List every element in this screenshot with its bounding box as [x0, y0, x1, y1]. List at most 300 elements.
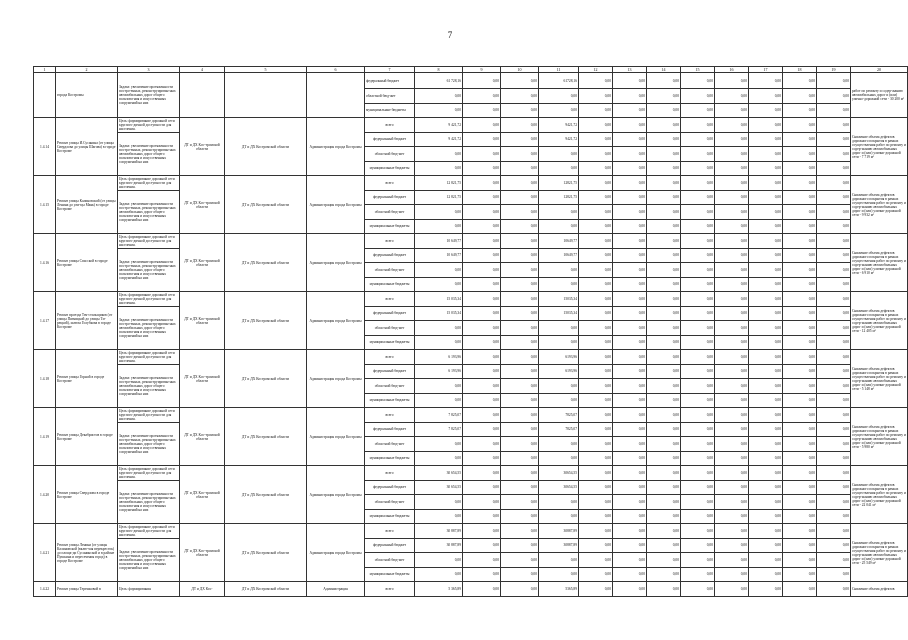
- zero-cell: 0,00: [749, 582, 783, 597]
- zero-cell: 0,00: [463, 408, 501, 423]
- zero-cell: 0,00: [715, 277, 749, 292]
- zero-cell: 0,00: [783, 437, 817, 452]
- zero-cell: 0,00: [501, 161, 539, 176]
- zero-cell: 0,00: [501, 103, 539, 118]
- zero-cell: 0,00: [501, 379, 539, 394]
- zero-cell: 0,00: [579, 219, 613, 234]
- zero-cell: 0,00: [817, 567, 851, 582]
- zero-cell: 0,00: [817, 306, 851, 321]
- recipient: Администрация города Костромы: [307, 176, 365, 234]
- zero-cell: 0,00: [749, 248, 783, 263]
- zero-cell: 0,00: [817, 292, 851, 307]
- item-task: Задача: увеличение протяженности постро-енных, реконструирован-ных автомобильных дорог общего пользова-ния и искусственных сооружений на них: [118, 538, 180, 582]
- recipient: Администрация города Костромы: [307, 292, 365, 350]
- item-number: 1.4.19: [34, 408, 56, 466]
- zero-cell: 0,00: [783, 480, 817, 495]
- zero-cell: 0,00: [681, 321, 715, 336]
- item-name: Ремонт улицы И.Сусанина (от улицы Свердлова до улицы Шагова) в городе Костроме: [56, 118, 118, 176]
- zero-cell: 0,00: [463, 73, 501, 89]
- federal-amount: 9421,72: [539, 132, 579, 147]
- zero-cell: 0,00: [749, 538, 783, 553]
- zero-cell: 0,00: [539, 567, 579, 582]
- zero-cell: 0,00: [647, 408, 681, 423]
- column-number: 5: [225, 67, 307, 73]
- funding-source: всего: [365, 118, 415, 133]
- zero-cell: 0,00: [415, 509, 463, 524]
- zero-cell: 0,00: [647, 89, 681, 104]
- zero-cell: 0,00: [415, 219, 463, 234]
- zero-cell: 0,00: [613, 306, 647, 321]
- item-name: Ремонт улицы Спасской в городе Костроме: [56, 234, 118, 292]
- zero-cell: 0,00: [783, 364, 817, 379]
- zero-cell: 0,00: [647, 437, 681, 452]
- funding-source: муниципальные бюджеты: [365, 219, 415, 234]
- zero-cell: 0,00: [539, 321, 579, 336]
- funding-source: муниципальные бюджеты: [365, 161, 415, 176]
- zero-cell: 0,00: [715, 190, 749, 205]
- item-name: Ремонт улицы Свердлова в городе Костроме: [56, 466, 118, 524]
- zero-cell: 0,00: [613, 538, 647, 553]
- zero-cell: 0,00: [539, 393, 579, 408]
- executor: ДТ и ДХ Кос-: [180, 582, 225, 597]
- zero-cell: 0,00: [579, 451, 613, 466]
- table-row: [34, 350, 908, 365]
- zero-cell: 0,00: [681, 277, 715, 292]
- zero-cell: 0,00: [749, 567, 783, 582]
- zero-cell: 0,00: [579, 364, 613, 379]
- zero-cell: 0,00: [613, 73, 647, 89]
- zero-cell: 0,00: [783, 582, 817, 597]
- zero-cell: 0,00: [501, 321, 539, 336]
- zero-cell: 0,00: [817, 466, 851, 481]
- zero-cell: 0,00: [715, 393, 749, 408]
- column-number: 10: [501, 67, 539, 73]
- zero-cell: 0,00: [613, 176, 647, 191]
- budget-table: [33, 66, 908, 597]
- zero-cell: 0,00: [715, 118, 749, 133]
- zero-cell: 0,00: [613, 408, 647, 423]
- zero-cell: 0,00: [681, 408, 715, 423]
- executor: ДТ и ДХ Кос-тромской области: [180, 524, 225, 582]
- zero-cell: 0,00: [681, 379, 715, 394]
- zero-cell: 0,00: [415, 205, 463, 220]
- zero-cell: 0,00: [415, 89, 463, 104]
- zero-cell: 0,00: [817, 132, 851, 147]
- total-amount: 6 193,96: [415, 350, 463, 365]
- department: ДТ и ДХ Костромской области: [225, 524, 307, 582]
- total-amount: 61 728,16: [415, 73, 463, 89]
- zero-cell: 0,00: [463, 147, 501, 162]
- funding-source: областной бюд-жет: [365, 321, 415, 336]
- federal-amount: 10649,77: [539, 234, 579, 249]
- zero-cell: 0,00: [783, 176, 817, 191]
- federal-amount: 7825,07: [539, 408, 579, 423]
- zero-cell: 0,00: [501, 582, 539, 597]
- zero-cell: 0,00: [415, 553, 463, 568]
- zero-cell: 0,00: [783, 379, 817, 394]
- zero-cell: 0,00: [749, 422, 783, 437]
- zero-cell: 0,00: [817, 451, 851, 466]
- zero-cell: 0,00: [817, 437, 851, 452]
- column-number: 13: [613, 67, 647, 73]
- zero-cell: 0,00: [749, 451, 783, 466]
- zero-cell: 0,00: [613, 582, 647, 597]
- zero-cell: 0,00: [715, 103, 749, 118]
- zero-cell: 0,00: [463, 466, 501, 481]
- zero-cell: 0,00: [463, 219, 501, 234]
- zero-cell: 0,00: [579, 89, 613, 104]
- zero-cell: 0,00: [539, 451, 579, 466]
- zero-cell: 0,00: [415, 161, 463, 176]
- total-amount: 9 421,72: [415, 118, 463, 133]
- zero-cell: 0,00: [817, 277, 851, 292]
- table-row: [34, 524, 908, 539]
- funding-source: всего: [365, 292, 415, 307]
- zero-cell: 0,00: [647, 161, 681, 176]
- funding-source: всего: [365, 582, 415, 597]
- table-row: [34, 422, 908, 437]
- item-number: 1.4.15: [34, 176, 56, 234]
- zero-cell: 0,00: [817, 118, 851, 133]
- zero-cell: 0,00: [613, 567, 647, 582]
- zero-cell: 0,00: [647, 118, 681, 133]
- zero-cell: 0,00: [749, 277, 783, 292]
- federal-amount: 6193,96: [539, 350, 579, 365]
- zero-cell: 0,00: [647, 553, 681, 568]
- zero-cell: 0,00: [463, 422, 501, 437]
- total-amount: 30 887,89: [415, 524, 463, 539]
- total-amount: 30 654,55: [415, 480, 463, 495]
- zero-cell: 0,00: [579, 422, 613, 437]
- zero-cell: 0,00: [463, 292, 501, 307]
- zero-cell: 0,00: [463, 263, 501, 278]
- zero-cell: 0,00: [501, 234, 539, 249]
- zero-cell: 0,00: [681, 73, 715, 89]
- zero-cell: 0,00: [647, 248, 681, 263]
- result-note: Снижение объема дефектов: [851, 582, 908, 597]
- zero-cell: 0,00: [647, 292, 681, 307]
- federal-amount: 6193,96: [539, 364, 579, 379]
- item-name: Ремонт улицы Ленина (от улицы Калиновской (вклю-чая перекресток) до площа-ди Сусанинской и в районе Пушкина и пересечения город) в городе Костроме: [56, 524, 118, 582]
- zero-cell: 0,00: [539, 335, 579, 350]
- zero-cell: 0,00: [783, 161, 817, 176]
- zero-cell: 0,00: [681, 292, 715, 307]
- total-amount: 12 821,75: [415, 190, 463, 205]
- zero-cell: 0,00: [613, 205, 647, 220]
- zero-cell: 0,00: [647, 205, 681, 220]
- zero-cell: 0,00: [647, 132, 681, 147]
- zero-cell: 0,00: [463, 538, 501, 553]
- zero-cell: 0,00: [715, 219, 749, 234]
- zero-cell: 0,00: [749, 524, 783, 539]
- zero-cell: 0,00: [749, 132, 783, 147]
- department: ДТ и ДХ Костромской области: [225, 176, 307, 234]
- zero-cell: 0,00: [681, 205, 715, 220]
- zero-cell: 0,00: [647, 350, 681, 365]
- zero-cell: 0,00: [501, 350, 539, 365]
- item-task: Задача: увеличение протяженности постро-енных, реконструирован-ных автомобильных дорог общего пользова-ния и искусственных сооружений на них: [118, 480, 180, 524]
- zero-cell: 0,00: [613, 321, 647, 336]
- page-number: 7: [447, 30, 453, 40]
- zero-cell: 0,00: [783, 234, 817, 249]
- column-number: 11: [539, 67, 579, 73]
- federal-amount: 30654,55: [539, 466, 579, 481]
- zero-cell: 0,00: [749, 364, 783, 379]
- column-number: 2: [56, 67, 118, 73]
- zero-cell: 0,00: [579, 538, 613, 553]
- item-name: Ремонт улицы Декабристов в городе Костроме: [56, 408, 118, 466]
- zero-cell: 0,00: [817, 538, 851, 553]
- zero-cell: 0,00: [501, 538, 539, 553]
- zero-cell: 0,00: [579, 480, 613, 495]
- item-goal: Цель: формирование дорожной сети круглого-дичной доступности для населения.: [118, 408, 180, 423]
- zero-cell: 0,00: [579, 466, 613, 481]
- zero-cell: 0,00: [783, 190, 817, 205]
- federal-amount: 9421,72: [539, 118, 579, 133]
- zero-cell: 0,00: [681, 393, 715, 408]
- zero-cell: 0,00: [647, 480, 681, 495]
- recipient: Администрация города Костромы: [307, 118, 365, 176]
- zero-cell: 0,00: [749, 408, 783, 423]
- zero-cell: 0,00: [463, 364, 501, 379]
- zero-cell: 0,00: [783, 132, 817, 147]
- zero-cell: 0,00: [681, 234, 715, 249]
- zero-cell: 0,00: [817, 422, 851, 437]
- column-number: 14: [647, 67, 681, 73]
- zero-cell: 0,00: [783, 118, 817, 133]
- zero-cell: 0,00: [579, 161, 613, 176]
- zero-cell: 0,00: [647, 466, 681, 481]
- zero-cell: 0,00: [501, 89, 539, 104]
- department: [225, 73, 307, 118]
- zero-cell: 0,00: [681, 248, 715, 263]
- federal-amount: 12821,75: [539, 190, 579, 205]
- zero-cell: 0,00: [463, 509, 501, 524]
- table-row: [34, 480, 908, 495]
- department: ДТ и ДХ Костромской области: [225, 234, 307, 292]
- zero-cell: 0,00: [681, 480, 715, 495]
- zero-cell: 0,00: [783, 509, 817, 524]
- funding-source: областной бюд-жет: [365, 263, 415, 278]
- executor: ДТ и ДХ Кос-тромской области: [180, 408, 225, 466]
- item-goal: Цель: формирование дорожной сети круглого-дичной доступности для населения.: [118, 176, 180, 191]
- zero-cell: 0,00: [715, 466, 749, 481]
- zero-cell: 0,00: [817, 219, 851, 234]
- zero-cell: 0,00: [817, 379, 851, 394]
- zero-cell: 0,00: [415, 335, 463, 350]
- funding-source: всего: [365, 466, 415, 481]
- zero-cell: 0,00: [415, 437, 463, 452]
- funding-source: федеральный бюджет: [365, 538, 415, 553]
- zero-cell: 0,00: [681, 89, 715, 104]
- funding-source: областной бюд-жет: [365, 495, 415, 510]
- zero-cell: 0,00: [783, 73, 817, 89]
- zero-cell: 0,00: [501, 118, 539, 133]
- zero-cell: 0,00: [579, 103, 613, 118]
- zero-cell: 0,00: [715, 161, 749, 176]
- zero-cell: 0,00: [715, 379, 749, 394]
- funding-source: муниципальные бюджеты: [365, 277, 415, 292]
- zero-cell: 0,00: [579, 408, 613, 423]
- zero-cell: 0,00: [817, 234, 851, 249]
- zero-cell: 0,00: [749, 190, 783, 205]
- zero-cell: 0,00: [715, 422, 749, 437]
- zero-cell: 0,00: [783, 451, 817, 466]
- funding-source: муниципальные бюджеты: [365, 335, 415, 350]
- recipient: Администрация города Костромы: [307, 234, 365, 292]
- zero-cell: 0,00: [463, 89, 501, 104]
- executor: ДТ и ДХ Кос-тромской области: [180, 234, 225, 292]
- zero-cell: 0,00: [613, 480, 647, 495]
- item-number: 1.4.18: [34, 350, 56, 408]
- zero-cell: 0,00: [579, 132, 613, 147]
- item-task: Задача: увеличение протяженности постро-енных, реконструирован-ных автомобильных дорог общего пользова-ния и искусственных сооружений на них: [118, 306, 180, 350]
- zero-cell: 0,00: [817, 89, 851, 104]
- zero-cell: 0,00: [817, 364, 851, 379]
- zero-cell: 0,00: [749, 205, 783, 220]
- zero-cell: 0,00: [749, 393, 783, 408]
- table-row: [34, 408, 908, 423]
- department: ДТ и ДХ Костромской области: [225, 408, 307, 466]
- zero-cell: 0,00: [681, 553, 715, 568]
- zero-cell: 0,00: [613, 263, 647, 278]
- zero-cell: 0,00: [647, 422, 681, 437]
- zero-cell: 0,00: [647, 335, 681, 350]
- zero-cell: 0,00: [501, 263, 539, 278]
- zero-cell: 0,00: [783, 219, 817, 234]
- zero-cell: 0,00: [539, 437, 579, 452]
- zero-cell: 0,00: [749, 219, 783, 234]
- column-number: 6: [307, 67, 365, 73]
- zero-cell: 0,00: [681, 350, 715, 365]
- zero-cell: 0,00: [715, 437, 749, 452]
- zero-cell: 0,00: [783, 408, 817, 423]
- zero-cell: 0,00: [501, 277, 539, 292]
- zero-cell: 0,00: [715, 408, 749, 423]
- recipient: Администрация города Костромы: [307, 466, 365, 524]
- zero-cell: 0,00: [415, 451, 463, 466]
- zero-cell: 0,00: [539, 263, 579, 278]
- zero-cell: 0,00: [783, 466, 817, 481]
- budget-table-container: [33, 66, 906, 591]
- item-number: 1.4.16: [34, 234, 56, 292]
- zero-cell: 0,00: [817, 176, 851, 191]
- zero-cell: 0,00: [749, 89, 783, 104]
- federal-amount: 30654,55: [539, 480, 579, 495]
- zero-cell: 0,00: [579, 263, 613, 278]
- result-note: Снижение объема дефектов дорожного покрытия в рамках осуществления работ по ремонту и содер-жанию автомобильных дорог и (или) улично-дорожной сети - 5 148 м²: [851, 350, 908, 408]
- department: ДТ и ДХ Костромской области: [225, 466, 307, 524]
- zero-cell: 0,00: [681, 524, 715, 539]
- column-number: 19: [817, 67, 851, 73]
- zero-cell: 0,00: [463, 321, 501, 336]
- zero-cell: 0,00: [681, 176, 715, 191]
- zero-cell: 0,00: [501, 132, 539, 147]
- zero-cell: 0,00: [647, 379, 681, 394]
- executor: [180, 73, 225, 118]
- zero-cell: 0,00: [783, 567, 817, 582]
- executor: ДТ и ДХ Кос-тромской области: [180, 350, 225, 408]
- zero-cell: 0,00: [579, 118, 613, 133]
- funding-source: федеральный бюджет: [365, 248, 415, 263]
- funding-source: всего: [365, 234, 415, 249]
- item-name: города Костромы: [56, 73, 118, 118]
- zero-cell: 0,00: [715, 321, 749, 336]
- zero-cell: 0,00: [647, 321, 681, 336]
- recipient: [307, 73, 365, 118]
- zero-cell: 0,00: [463, 437, 501, 452]
- zero-cell: 0,00: [613, 422, 647, 437]
- zero-cell: 0,00: [749, 292, 783, 307]
- zero-cell: 0,00: [783, 263, 817, 278]
- zero-cell: 0,00: [613, 495, 647, 510]
- funding-source: всего: [365, 176, 415, 191]
- zero-cell: 0,00: [681, 103, 715, 118]
- item-name: Ремонт улицы Терешковой в: [56, 582, 118, 597]
- zero-cell: 0,00: [817, 393, 851, 408]
- zero-cell: 0,00: [647, 219, 681, 234]
- zero-cell: 0,00: [579, 147, 613, 162]
- zero-cell: 0,00: [715, 73, 749, 89]
- zero-cell: 0,00: [783, 321, 817, 336]
- zero-cell: 0,00: [681, 132, 715, 147]
- total-amount: 10 649,77: [415, 248, 463, 263]
- zero-cell: 0,00: [463, 248, 501, 263]
- zero-cell: 0,00: [681, 437, 715, 452]
- zero-cell: 0,00: [501, 451, 539, 466]
- zero-cell: 0,00: [681, 118, 715, 133]
- funding-source: областной бюд-жет: [365, 205, 415, 220]
- table-row: [34, 466, 908, 481]
- funding-source: областной бюд-жет: [365, 379, 415, 394]
- zero-cell: 0,00: [783, 277, 817, 292]
- zero-cell: 0,00: [749, 553, 783, 568]
- column-number: 3: [118, 67, 180, 73]
- zero-cell: 0,00: [715, 263, 749, 278]
- item-name: Ремонт проезда Тек-стильщиков (от улицы Пятницкой до улицы Ти-рецкой), шлюза Голубкова в городе Костроме: [56, 292, 118, 350]
- zero-cell: 0,00: [647, 451, 681, 466]
- zero-cell: 0,00: [579, 567, 613, 582]
- table-row: [34, 248, 908, 263]
- zero-cell: 0,00: [783, 524, 817, 539]
- zero-cell: 0,00: [681, 466, 715, 481]
- zero-cell: 0,00: [463, 553, 501, 568]
- zero-cell: 0,00: [613, 524, 647, 539]
- total-amount: 15 035,34: [415, 292, 463, 307]
- zero-cell: 0,00: [647, 103, 681, 118]
- zero-cell: 0,00: [539, 147, 579, 162]
- zero-cell: 0,00: [749, 73, 783, 89]
- funding-source: всего: [365, 408, 415, 423]
- zero-cell: 0,00: [817, 582, 851, 597]
- zero-cell: 0,00: [613, 248, 647, 263]
- zero-cell: 0,00: [681, 263, 715, 278]
- zero-cell: 0,00: [817, 73, 851, 89]
- zero-cell: 0,00: [579, 292, 613, 307]
- zero-cell: 0,00: [579, 350, 613, 365]
- funding-source: федеральный бюджет: [365, 73, 415, 89]
- zero-cell: 0,00: [501, 248, 539, 263]
- zero-cell: 0,00: [681, 161, 715, 176]
- zero-cell: 0,00: [539, 103, 579, 118]
- department: ДТ и ДХ Костромской области: [225, 582, 307, 597]
- zero-cell: 0,00: [817, 103, 851, 118]
- funding-source: муниципальные бюджеты: [365, 509, 415, 524]
- zero-cell: 0,00: [539, 277, 579, 292]
- total-amount: 6 193,96: [415, 364, 463, 379]
- zero-cell: 0,00: [501, 205, 539, 220]
- zero-cell: 0,00: [647, 364, 681, 379]
